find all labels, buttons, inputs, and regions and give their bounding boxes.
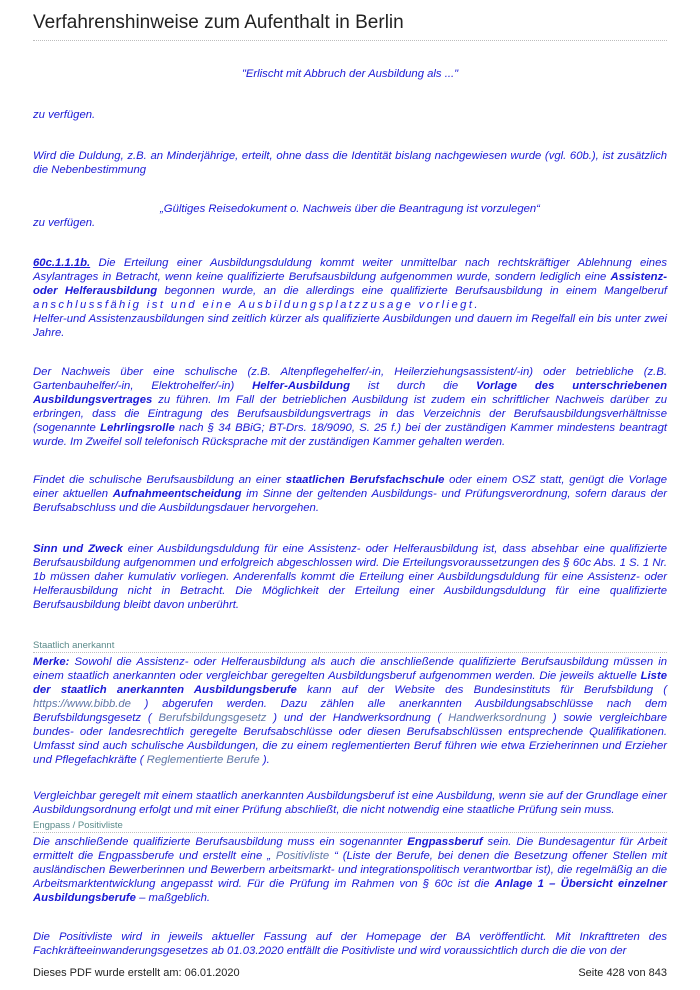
paragraph-engpassberuf: [33, 835, 667, 905]
section-ref-60c[interactable]: 60c.1.1.1b.: [33, 257, 91, 269]
text-span: – maßgeblich.: [135, 892, 211, 904]
paragraph-duldung-identitaet: Wird die Duldung, z.B. an Minderjährige, erteilt, ohne dass die Identität bislang nachgewiesen wurde (vgl. 60b.), ist zusätzlich die Nebenbestimmung: [33, 150, 667, 176]
paragraph-zu-verfuegen-2: zu verfügen.: [33, 217, 96, 229]
section-label-engpass-positivliste: Engpass / Positivliste: [33, 820, 667, 833]
bold-term: Lehrlingsrolle: [100, 422, 175, 434]
text-span: zu führen. Im Fall der betrieblichen Ausbildung ist zudem ein schriftlicher Nachweis darüber zu erbringen, dass die Eintragung des Berufsausbildungsvertrags in das Verzeichnis der Berufsausbildungsverhältnisse (sogenannte: [33, 394, 667, 434]
link-bibb[interactable]: https://www.bibb.de: [33, 698, 131, 710]
paragraph-positivliste-ba: Die Positivliste wird in jeweils aktueller Fassung auf der Homepage der BA veröffentlicht. Mit Inkrafttreten des Fachkräfteeinwanderungsgesetzes ab 01.03.2020 entfällt die Positivliste und wird voraussichtlich durch die die von der: [33, 931, 667, 957]
link-reglementierte-berufe[interactable]: Reglementierte Berufe: [146, 754, 260, 766]
text-span: Sowohl die Assistenz- oder Helferausbildung als auch die anschließende qualifizierte Berufsausbildung müssen in einem staatlich anerkannten oder vergleichbar geregelten Ausbildungsberuf aufgenommen werden. Die jeweils aktuelle: [33, 656, 667, 682]
paragraph-60c-1-1-1b: [33, 256, 667, 340]
text-span: Die anschließende qualifizierte Berufsausbildung muss ein sogenannter: [33, 836, 408, 848]
bold-term: Vorlage des unterschriebenen Ausbildungsvertrages: [33, 380, 667, 406]
text-span: einer Ausbildungsduldung für eine Assistenz- oder Helferausbildung ist, dass absehbar eine qualifizierte Berufsausbildung aufgenommen und erfolgreich abgeschlossen wird. Die Erteilungsvoraussetzungen des § 60c Abs. 1 S. 1 Nr. 1b müssen daher kumulativ vorliegen. Anderenfalls kommt die Erteilung einer Ausbildungsduldung für eine Assistenz- oder Helferausbildung nicht in Betracht. Die Möglichkeit der Erteilung einer Ausbildungsduldung für eine qualifizierte Berufsausbildung bleibt davon unberührt.: [33, 543, 667, 611]
text-span: begonnen wurde, an die allerdings eine qualifizierte Berufsausbildung in einem Mangelberuf: [157, 285, 667, 297]
paragraph-vergleichbar-geregelt: Vergleichbar geregelt mit einem staatlich anerkannten Ausbildungsberuf ist eine Ausbildung, wenn sie auf der Grundlage einer Ausbildungsordnung erfolgt und mit einer Prüfung abschließt, die nicht notwendig eine staatliche Prüfung sein muss.: [33, 790, 667, 816]
link-berufsbildungsgesetz[interactable]: Berufsbildungsgesetz: [158, 712, 267, 724]
bold-term: Assistenz- oder Helferausbildung: [33, 271, 667, 297]
text-span: ) und der Handwerksordnung (: [266, 712, 449, 724]
footer-page-number: Seite 428 von 843: [578, 967, 667, 979]
text-span: Der Nachweis über eine schulische (z.B. Altenpflegehelfer/-in, Heilerziehungsassistent/-in) oder betriebliche (z.B. Gartenbauhelfer/-in, Elektrohelfer/-in): [33, 366, 667, 392]
bold-term: Sinn und Zweck: [33, 543, 123, 555]
bold-term: Engpassberuf: [407, 836, 483, 848]
text-span: Findet die schulische Berufsausbildung an einer: [33, 474, 286, 486]
text-span: ist durch die: [349, 380, 477, 392]
bold-term: Liste der staatlich anerkannten Ausbildungsberufe: [33, 670, 667, 696]
page-header-title: Verfahrenshinweise zum Aufenthalt in Berlin: [33, 12, 667, 41]
text-span: ) sowie vergleichbare bundes- oder landesrechtlich geregelte Berufsabschlüsse oder diesen Berufsabschlüssen entsprechende Qualifikationen. Umfasst sind auch schulische Ausbildungen, die zu einem reglementierten Beruf führen wie etwa Erzieherinnen und Erzieher und Pflegefachkräfte (: [33, 712, 667, 766]
text-span: ) abgerufen werden. Dazu zählen alle anerkannten Ausbildungsabschlüsse nach dem Berufsbildungsgesetz (: [33, 698, 667, 724]
text-span: oder einem OSZ statt, genügt die Vorlage einer aktuellen: [33, 474, 667, 500]
text-span: ).: [259, 754, 270, 766]
quote-erlischt: "Erlischt mit Abbruch der Ausbildung als ...": [241, 68, 459, 80]
link-handwerksordnung[interactable]: Handwerksordnung: [448, 712, 547, 724]
paragraph-merke: [33, 655, 667, 767]
paragraph-zu-verfuegen-1: zu verfügen.: [33, 109, 96, 121]
paragraph-nachweis: [33, 365, 667, 449]
paragraph-sinn-und-zweck: [33, 542, 667, 612]
text-span: Die Erteilung einer Ausbildungsduldung kommt weiter unmittelbar nach rechtskräftiger Ablehnung eines Asylantrages in Betracht, wenn keine qualifizierte Berufsausbildung aufgenommen wurde, sondern lediglich eine: [33, 257, 667, 283]
text-span: Helfer-und Assistenzausbildungen sind zeitlich kürzer als qualifizierte Ausbildungen und dauern im Regelfall ein bis unter zwei Jahre.: [33, 313, 667, 339]
text-span: nach § 34 BBiG; BT-Drs. 18/9090, S. 25 f.) bei der zuständigen Kammer mindestens beantragt wurde. Im Zweifel soll telefonisch Rücksprache mit der zuständigen Kammer gehalten werden.: [33, 422, 667, 448]
footer-created-date: Dieses PDF wurde erstellt am: 06.01.2020: [33, 967, 240, 979]
text-span: kann auf der Website des Bundesinstituts für Berufsbildung (: [296, 684, 667, 696]
text-span: im Sinne der geltenden Ausbildungs- und Prüfungsverordnung, sofern daraus der Berufsabschluss und die Ausbildungsdauer hervorgehen.: [33, 488, 667, 514]
text-span: sein. Die Bundesagentur für Arbeit ermittelt die Engpassberufe und erstellt eine „: [33, 836, 667, 862]
paragraph-reisedokument: [33, 202, 667, 230]
bold-term: Helfer-Ausbildung: [252, 380, 350, 392]
paragraph-berufsfachschule: [33, 473, 667, 515]
section-label-staatlich-anerkannt: Staatlich anerkannt: [33, 640, 667, 653]
bold-term: Aufnahmeentscheidung: [112, 488, 242, 500]
bold-term: Anlage 1 – Übersicht einzelner Ausbildungsberufe: [33, 878, 667, 904]
spaced-text: anschlussfähig ist und eine Ausbildungsplatzzusage vorliegt.: [33, 299, 480, 311]
quote-reisedokument: „Gültiges Reisedokument o. Nachweis über die Beantragung ist vorzulegen“: [160, 203, 540, 215]
text-span: “ (Liste der Berufe, bei denen die Besetzung offener Stellen mit ausländischen Bewerberinnen und Bewerbern arbeitsmarkt- und integrationspolitisch verantwortbar ist), die regelmäßig an die Arbeitsmarktentwicklung angepasst wird. Für die Prüfung im Rahmen von § 60c ist die: [33, 850, 667, 890]
bold-term: Merke:: [33, 656, 70, 668]
bold-term: staatlichen Berufsfachschule: [285, 474, 445, 486]
link-positivliste[interactable]: Positivliste: [275, 850, 330, 862]
